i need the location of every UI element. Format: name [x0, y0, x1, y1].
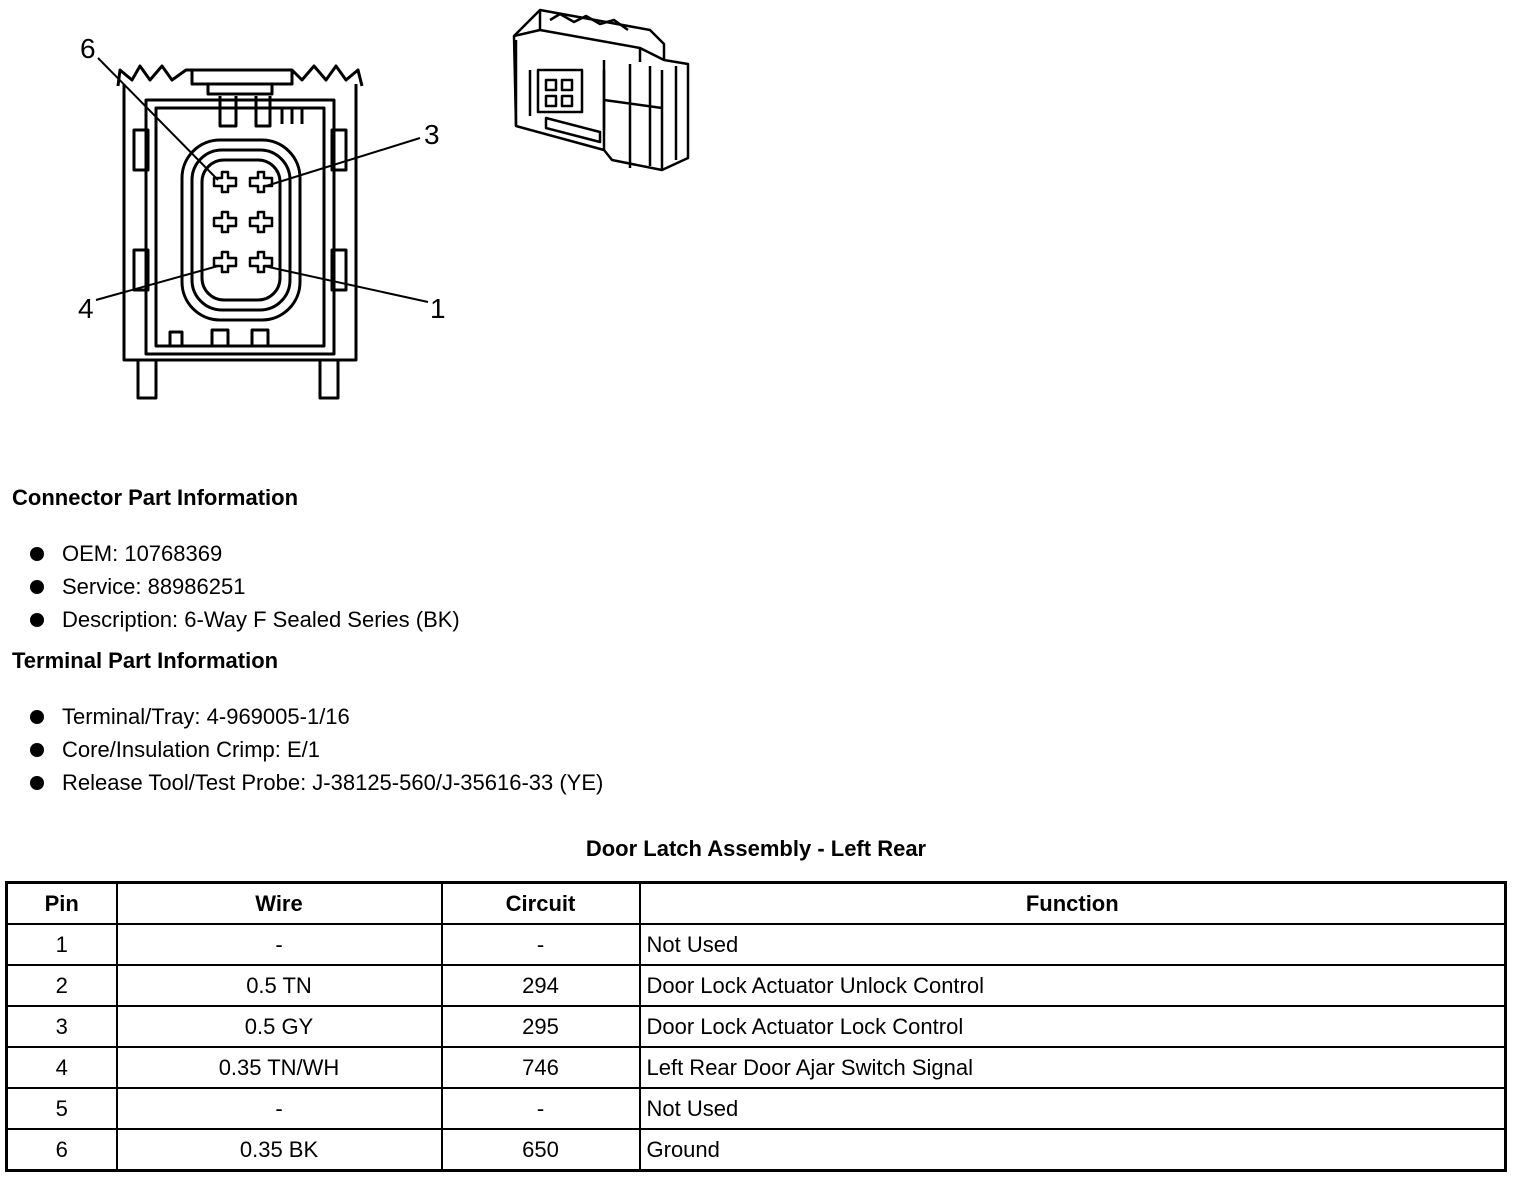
circuit-cell: 746: [442, 1047, 640, 1088]
connector-info-heading: Connector Part Information: [12, 485, 299, 510]
function-cell: Left Rear Door Ajar Switch Signal: [640, 1047, 1506, 1088]
pin-cell: 6: [7, 1129, 117, 1171]
bullet-icon: [30, 547, 44, 561]
table-header-row: [7, 883, 1506, 925]
list-item: Release Tool/Test Probe: J-38125-560/J-35616-33 (YE): [26, 766, 603, 799]
table-title: Door Latch Assembly - Left Rear: [585, 836, 927, 861]
pin-cell: 2: [7, 965, 117, 1006]
circuit-cell: 294: [442, 965, 640, 1006]
table-row: [7, 924, 1506, 965]
table-row: [7, 1006, 1506, 1047]
pin-cell: 3: [7, 1006, 117, 1047]
list-item: Description: 6-Way F Sealed Series (BK): [26, 603, 460, 636]
pin-callout-6: 6: [80, 33, 96, 64]
pin-callout-1: 1: [430, 293, 446, 324]
column-header-circuit: Circuit: [442, 883, 640, 925]
terminal-info-heading: Terminal Part Information: [12, 648, 279, 673]
list-item: Core/Insulation Crimp: E/1: [26, 733, 603, 766]
function-cell: Door Lock Actuator Unlock Control: [640, 965, 1506, 1006]
wire-cell: 0.5 GY: [117, 1006, 442, 1047]
table-row: [7, 1088, 1506, 1129]
bullet-icon: [30, 613, 44, 627]
column-header-function: Function: [640, 883, 1506, 925]
pinout-table: [5, 881, 1507, 1172]
column-header-pin: Pin: [7, 883, 117, 925]
wire-cell: 0.35 TN/WH: [117, 1047, 442, 1088]
function-cell: Ground: [640, 1129, 1506, 1171]
pin-cell: 4: [7, 1047, 117, 1088]
connector-diagram: [0, 0, 760, 420]
function-cell: Not Used: [640, 924, 1506, 965]
connector-info-list: [26, 537, 460, 636]
circuit-cell: 650: [442, 1129, 640, 1171]
wire-cell: -: [117, 1088, 442, 1129]
table-row: [7, 965, 1506, 1006]
circuit-cell: -: [442, 924, 640, 965]
circuit-cell: 295: [442, 1006, 640, 1047]
bullet-icon: [30, 776, 44, 790]
list-item: Service: 88986251: [26, 570, 460, 603]
circuit-cell: -: [442, 1088, 640, 1129]
pin-callout-4: 4: [78, 293, 94, 324]
bullet-icon: [30, 710, 44, 724]
connector-isometric-drawing: [514, 10, 688, 170]
bullet-icon: [30, 743, 44, 757]
wire-cell: -: [117, 924, 442, 965]
wire-cell: 0.35 BK: [117, 1129, 442, 1171]
table-row: [7, 1047, 1506, 1088]
table-row: [7, 1129, 1506, 1171]
wire-cell: 0.5 TN: [117, 965, 442, 1006]
pin-cell: 1: [7, 924, 117, 965]
list-item: Terminal/Tray: 4-969005-1/16: [26, 700, 603, 733]
function-cell: Not Used: [640, 1088, 1506, 1129]
pin-cavities: [214, 172, 272, 272]
list-item: OEM: 10768369: [26, 537, 460, 570]
terminal-info-list: [26, 700, 603, 799]
function-cell: Door Lock Actuator Lock Control: [640, 1006, 1506, 1047]
bullet-icon: [30, 580, 44, 594]
column-header-wire: Wire: [117, 883, 442, 925]
pin-callout-3: 3: [424, 119, 440, 150]
pin-cell: 5: [7, 1088, 117, 1129]
